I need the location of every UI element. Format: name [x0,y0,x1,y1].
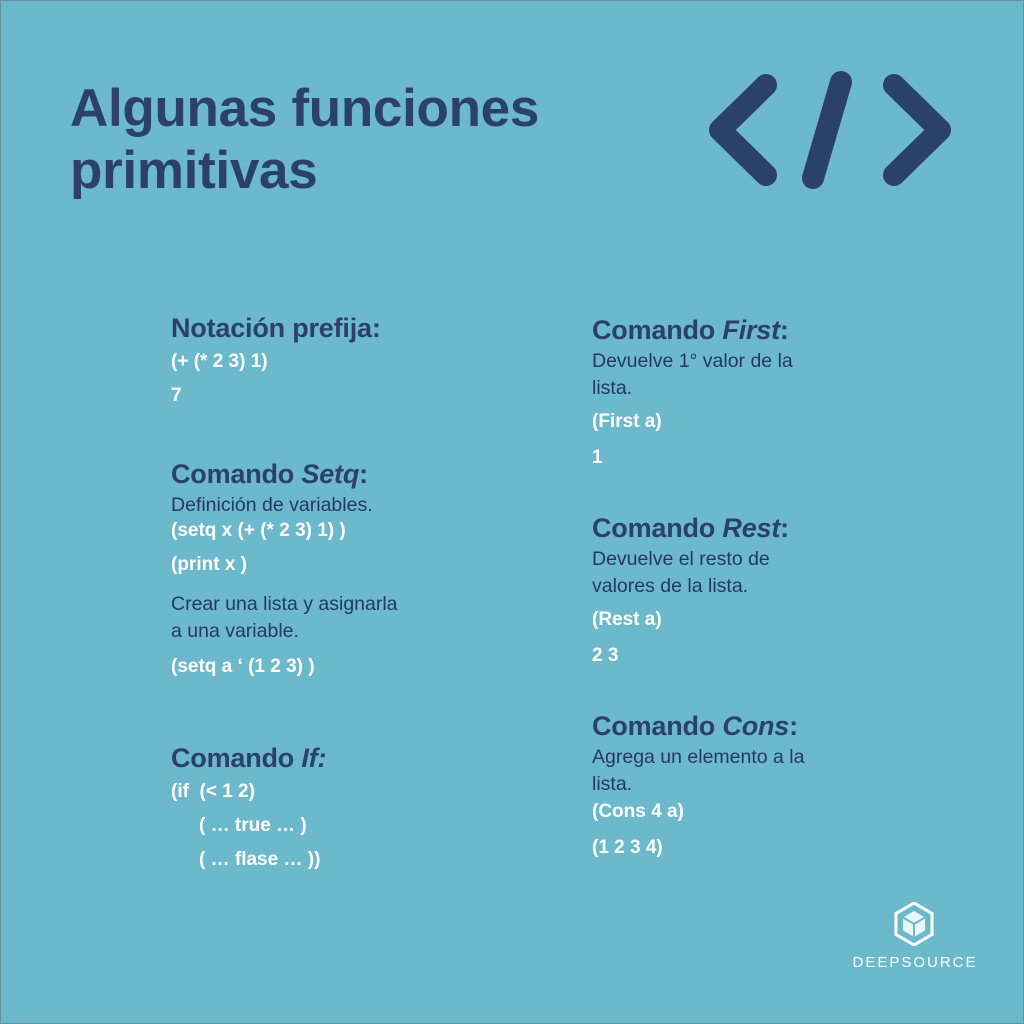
rest-description-line-1: Devuelve el resto de [592,548,770,570]
if-code-false: ( … flase … )) [199,849,321,870]
first-code: (First a) [592,411,662,432]
section-rest [592,512,952,668]
rest-description-line-2: valores de la lista. [592,575,749,597]
if-code-condition: (if (< 1 2) [171,781,255,802]
print-code: (print x ) [171,554,247,575]
rest-result: 2 3 [592,645,619,666]
page-title-line-1: Algunas funciones [70,79,540,138]
rest-heading: Comando Rest: [592,513,789,543]
cons-result: (1 2 3 4) [592,837,663,858]
deepsource-logo-text: DEEPSOURCE [852,954,978,971]
section-setq [171,458,531,679]
cons-code: (Cons 4 a) [592,801,684,822]
if-heading: Comando If: [171,743,327,773]
cons-description-line-1: Agrega un elemento a la [592,746,805,768]
section-prefix-notation [171,312,531,408]
prefix-code: (+ (* 2 3) 1) [171,351,268,372]
cons-heading: Comando Cons: [592,711,798,741]
setq-code: (setq x (+ (* 2 3) 1) ) [171,520,346,541]
prefix-result: 7 [171,385,182,406]
cons-description-line-2: lista. [592,773,633,795]
list-description-line-2: a una variable. [171,620,299,642]
setq-heading: Comando Setq: [171,459,368,489]
page-title-line-2: primitivas [70,141,318,200]
first-description-line-1: Devuelve 1° valor de la [592,350,793,372]
list-description-line-1: Crear una lista y asignarla [171,593,398,615]
deepsource-logo [850,902,980,972]
code-brackets-icon [700,68,960,193]
first-description-line-2: lista. [592,377,633,399]
first-heading: Comando First: [592,315,789,345]
deepsource-cube-icon [894,902,934,946]
if-code-true: ( … true … ) [199,815,307,836]
rest-code: (Rest a) [592,609,662,630]
setq-description: Definición de variables. [171,494,373,516]
section-if [171,742,531,872]
section-cons [592,710,952,860]
section-first [592,314,952,470]
first-result: 1 [592,447,603,468]
page-title [70,78,539,202]
prefix-heading: Notación prefija: [171,313,381,343]
setq-list-code: (setq a ‘ (1 2 3) ) [171,656,315,677]
